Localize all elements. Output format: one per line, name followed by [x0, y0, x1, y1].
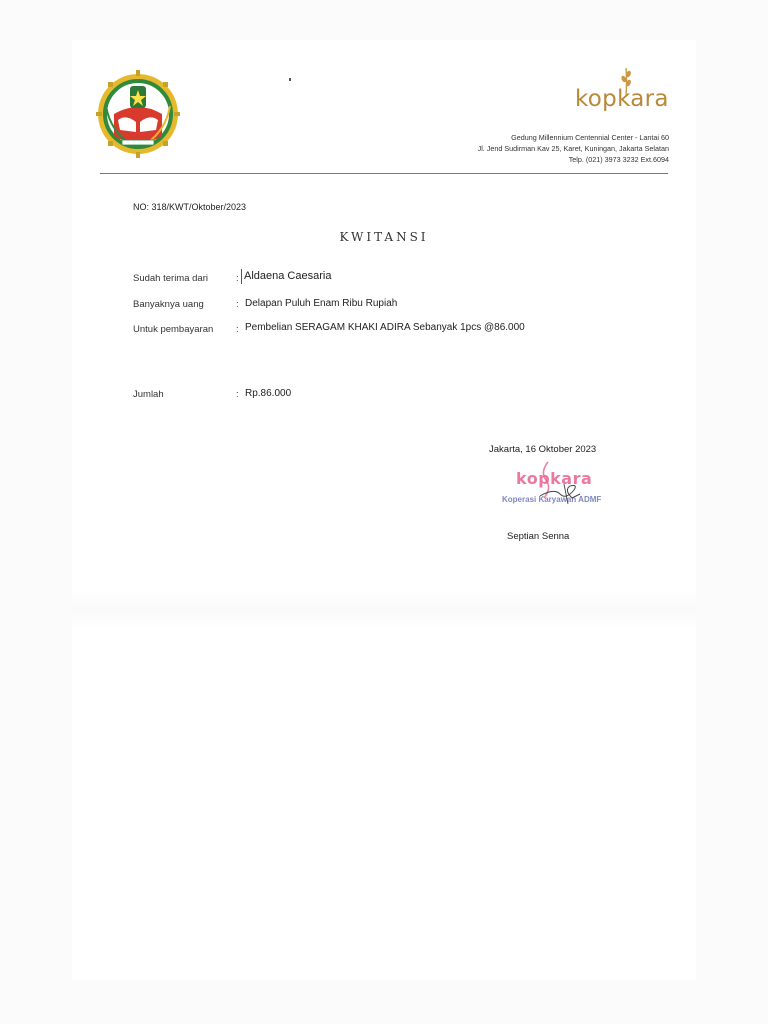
place-and-date: Jakarta, 16 Oktober 2023 — [489, 444, 597, 455]
received-from-value: Aldaena Caesaria — [244, 270, 332, 282]
scan-shadow — [72, 590, 696, 630]
text-cursor — [241, 269, 242, 284]
amount-in-words-colon: : — [236, 299, 239, 310]
receipt-paper — [72, 40, 696, 980]
payment-for-colon: : — [236, 324, 239, 335]
amount-in-words-value: Delapan Puluh Enam Ribu Rupiah — [245, 298, 398, 309]
total-colon: : — [236, 389, 239, 400]
address-line-2: Jl. Jend Sudirman Kav 25, Karet, Kuningan, Jakarta Selatan — [477, 144, 669, 153]
scan-speck — [289, 78, 291, 81]
signer-name: Septian Senna — [507, 531, 570, 542]
document-title: KWITANSI — [339, 230, 429, 244]
payment-for-label: Untuk pembayaran — [133, 324, 214, 335]
cooperative-logo — [96, 70, 180, 158]
amount-in-words-label: Banyaknya uang — [133, 299, 204, 310]
document-number: NO: 318/KWT/Oktober/2023 — [133, 202, 247, 212]
stamp-organization: Koperasi Karyawan ADMF — [502, 495, 602, 504]
header-divider — [100, 173, 668, 174]
handwritten-signature — [530, 458, 590, 508]
received-from-label: Sudah terima dari — [133, 273, 208, 284]
brand-name: kopkara — [575, 86, 669, 112]
stamp-brand: kopkara — [516, 469, 593, 488]
address-line-3: Telp. (021) 3973 3232 Ext.6094 — [568, 155, 669, 164]
total-label: Jumlah — [133, 389, 164, 400]
payment-for-value: Pembelian SERAGAM KHAKI ADIRA Sebanyak 1pcs @86.000 — [245, 322, 525, 333]
kopkara-brand — [575, 66, 675, 122]
address-line-1: Gedung Millennium Centennial Center - Lantai 60 — [511, 133, 669, 142]
received-from-colon: : — [236, 273, 239, 284]
total-value: Rp.86.000 — [245, 388, 292, 399]
